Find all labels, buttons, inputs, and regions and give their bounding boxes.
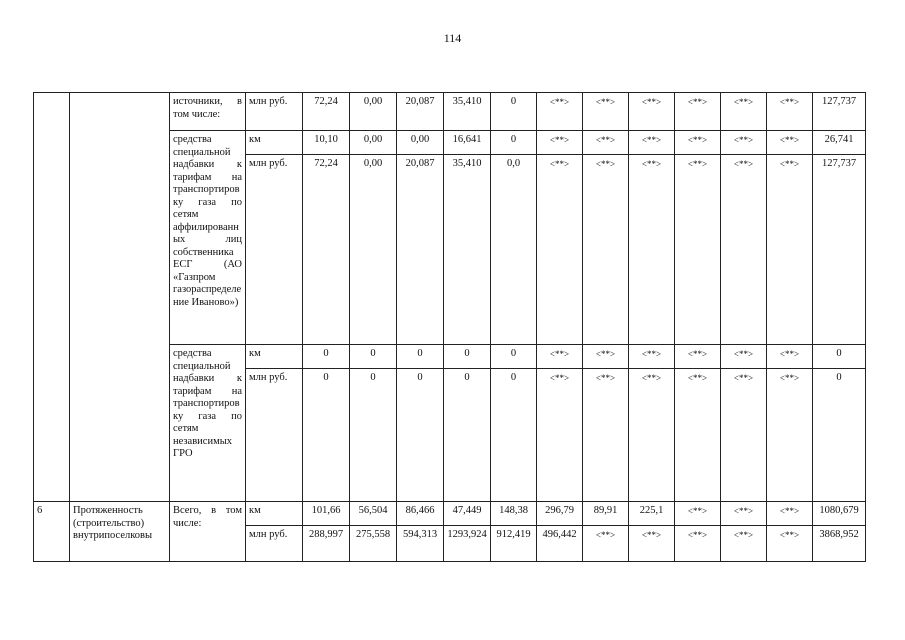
placeholder-cell: <**> bbox=[767, 155, 813, 345]
placeholder-cell: <**> bbox=[537, 93, 583, 131]
unit-cell: млн руб. bbox=[246, 155, 303, 345]
placeholder-cell: <**> bbox=[583, 345, 629, 369]
value-cell: 0 bbox=[491, 345, 537, 369]
total-cell: 26,741 bbox=[813, 131, 866, 155]
placeholder-cell: <**> bbox=[675, 345, 721, 369]
value-cell: 47,449 bbox=[444, 502, 491, 526]
value-cell: 0,00 bbox=[350, 155, 397, 345]
total-cell: 127,737 bbox=[813, 155, 866, 345]
placeholder-cell: <**> bbox=[675, 93, 721, 131]
placeholder-cell: <**> bbox=[629, 131, 675, 155]
page-number: 114 bbox=[443, 31, 462, 45]
total-cell: 3868,952 bbox=[813, 526, 866, 562]
value-cell: 0 bbox=[350, 369, 397, 502]
value-cell: 0 bbox=[303, 345, 350, 369]
unit-cell: км bbox=[246, 131, 303, 155]
value-cell: 912,419 bbox=[491, 526, 537, 562]
placeholder-cell: <**> bbox=[629, 345, 675, 369]
value-cell: 0 bbox=[491, 369, 537, 502]
placeholder-cell: <**> bbox=[721, 345, 767, 369]
placeholder-cell: <**> bbox=[629, 93, 675, 131]
placeholder-cell: <**> bbox=[675, 526, 721, 562]
value-cell: 225,1 bbox=[629, 502, 675, 526]
value-cell: 0,00 bbox=[350, 93, 397, 131]
value-cell: 72,24 bbox=[303, 155, 350, 345]
value-cell: 1293,924 bbox=[444, 526, 491, 562]
value-cell: 148,38 bbox=[491, 502, 537, 526]
value-cell: 496,442 bbox=[537, 526, 583, 562]
placeholder-cell: <**> bbox=[537, 155, 583, 345]
row-description: средства специальной надбавки к тарифам на транспортировку газа по сетям независимых ГРО bbox=[170, 345, 246, 502]
value-cell: 288,997 bbox=[303, 526, 350, 562]
value-cell: 275,558 bbox=[350, 526, 397, 562]
placeholder-cell: <**> bbox=[767, 131, 813, 155]
row-description: Всего, в том числе: bbox=[170, 502, 246, 562]
unit-cell: км bbox=[246, 345, 303, 369]
value-cell: 0 bbox=[491, 93, 537, 131]
placeholder-cell: <**> bbox=[583, 155, 629, 345]
value-cell: 0 bbox=[491, 131, 537, 155]
placeholder-cell: <**> bbox=[721, 502, 767, 526]
placeholder-cell: <**> bbox=[721, 155, 767, 345]
placeholder-cell: <**> bbox=[721, 526, 767, 562]
placeholder-cell: <**> bbox=[583, 526, 629, 562]
placeholder-cell: <**> bbox=[767, 93, 813, 131]
total-cell: 1080,679 bbox=[813, 502, 866, 526]
table-row bbox=[34, 502, 866, 526]
value-cell: 0,0 bbox=[491, 155, 537, 345]
placeholder-cell: <**> bbox=[537, 369, 583, 502]
placeholder-cell: <**> bbox=[629, 369, 675, 502]
item-number: 6 bbox=[34, 502, 70, 562]
placeholder-cell: <**> bbox=[675, 502, 721, 526]
value-cell: 296,79 bbox=[537, 502, 583, 526]
placeholder-cell: <**> bbox=[767, 502, 813, 526]
value-cell: 10,10 bbox=[303, 131, 350, 155]
value-cell: 0 bbox=[444, 369, 491, 502]
value-cell: 0 bbox=[397, 369, 444, 502]
value-cell: 0,00 bbox=[397, 131, 444, 155]
placeholder-cell: <**> bbox=[583, 93, 629, 131]
placeholder-cell: <**> bbox=[767, 526, 813, 562]
placeholder-cell: <**> bbox=[583, 369, 629, 502]
value-cell: 86,466 bbox=[397, 502, 444, 526]
value-cell: 16,641 bbox=[444, 131, 491, 155]
row-number-cell bbox=[34, 93, 70, 502]
value-cell: 101,66 bbox=[303, 502, 350, 526]
table-row bbox=[34, 93, 866, 131]
unit-cell: млн руб. bbox=[246, 526, 303, 562]
value-cell: 594,313 bbox=[397, 526, 444, 562]
placeholder-cell: <**> bbox=[629, 526, 675, 562]
row-description: источники, в том числе: bbox=[170, 93, 246, 131]
placeholder-cell: <**> bbox=[767, 369, 813, 502]
placeholder-cell: <**> bbox=[629, 155, 675, 345]
value-cell: 35,410 bbox=[444, 155, 491, 345]
value-cell: 35,410 bbox=[444, 93, 491, 131]
placeholder-cell: <**> bbox=[767, 345, 813, 369]
row-description: средства специальной надбавки к тарифам на транспортировку газа по сетям аффилированных лиц собственника ЕСГ (АО «Газпром газораспределение Иваново») bbox=[170, 131, 246, 345]
value-cell: 20,087 bbox=[397, 155, 444, 345]
unit-cell: км bbox=[246, 502, 303, 526]
value-cell: 0 bbox=[303, 369, 350, 502]
placeholder-cell: <**> bbox=[675, 369, 721, 502]
value-cell: 89,91 bbox=[583, 502, 629, 526]
placeholder-cell: <**> bbox=[537, 131, 583, 155]
placeholder-cell: <**> bbox=[721, 131, 767, 155]
value-cell: 0 bbox=[350, 345, 397, 369]
total-cell: 0 bbox=[813, 369, 866, 502]
value-cell: 20,087 bbox=[397, 93, 444, 131]
placeholder-cell: <**> bbox=[537, 345, 583, 369]
value-cell: 72,24 bbox=[303, 93, 350, 131]
placeholder-cell: <**> bbox=[721, 93, 767, 131]
placeholder-cell: <**> bbox=[583, 131, 629, 155]
total-cell: 0 bbox=[813, 345, 866, 369]
placeholder-cell: <**> bbox=[721, 369, 767, 502]
investment-table bbox=[33, 92, 866, 562]
placeholder-cell: <**> bbox=[675, 155, 721, 345]
row-name-cell bbox=[70, 93, 170, 502]
value-cell: 0,00 bbox=[350, 131, 397, 155]
item-name: Протяженность (строительство) внутрипоселковы bbox=[70, 502, 170, 562]
total-cell: 127,737 bbox=[813, 93, 866, 131]
unit-cell: млн руб. bbox=[246, 369, 303, 502]
placeholder-cell: <**> bbox=[675, 131, 721, 155]
value-cell: 56,504 bbox=[350, 502, 397, 526]
value-cell: 0 bbox=[397, 345, 444, 369]
value-cell: 0 bbox=[444, 345, 491, 369]
unit-cell: млн руб. bbox=[246, 93, 303, 131]
